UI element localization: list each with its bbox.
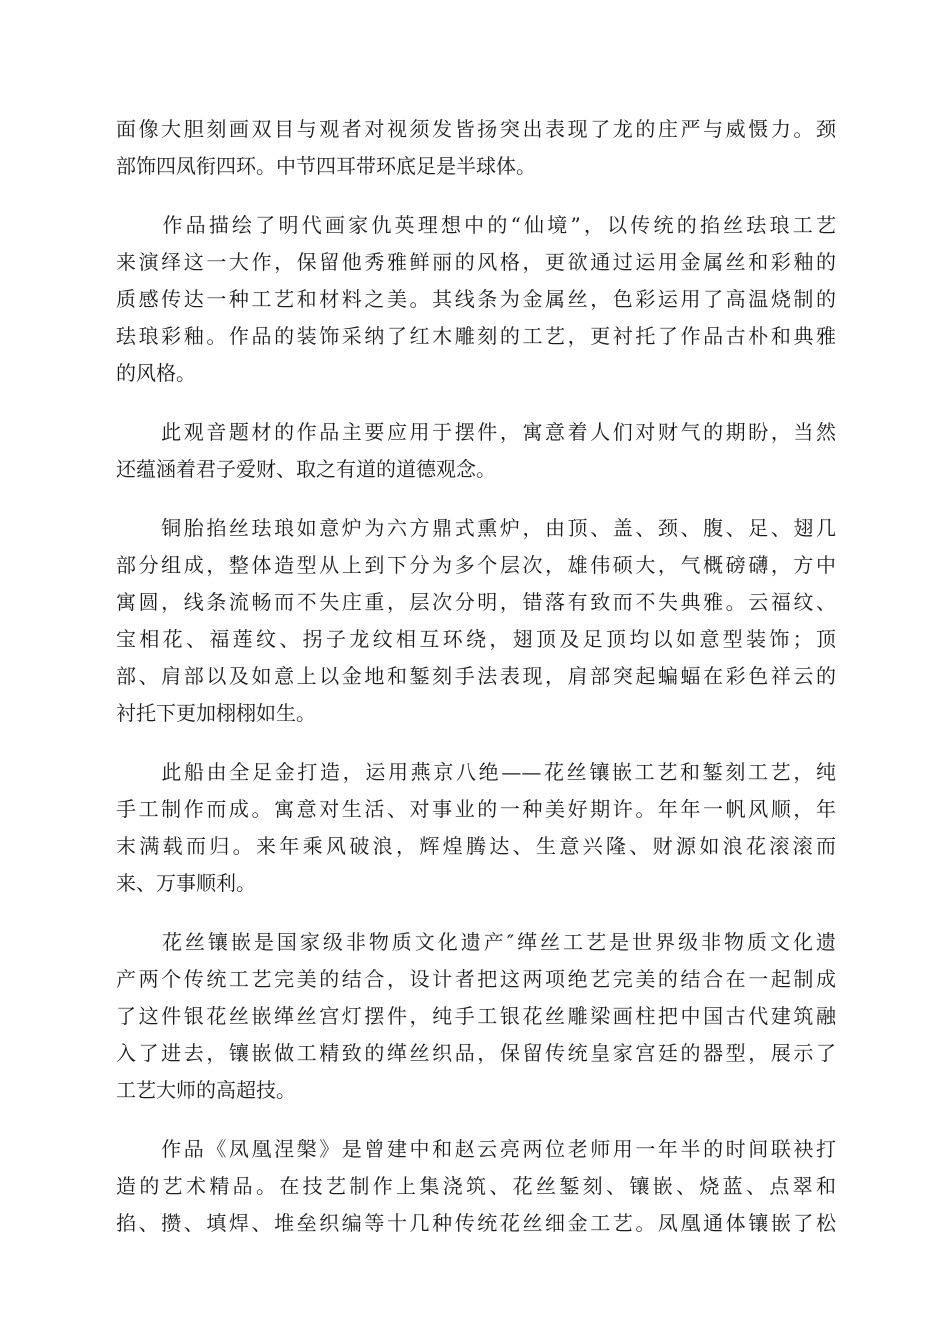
- text-line: 部分组成，整体造型从上到下分为多个层次，雄伟硕大，气概磅礴，方中: [116, 553, 836, 577]
- text-line: 来演绎这一大作，保留他秀雅鲜丽的风格，更欲通过运用金属丝和彩釉的: [116, 250, 836, 274]
- paragraph-1: [116, 111, 836, 185]
- text-line: 末满载而归。来年乘风破浪，辉煌腾达、生意兴隆、财源如浪花滚滚而: [116, 834, 836, 858]
- text-line: 产两个传统工艺完美的结合，设计者把这两项绝艺完美的结合在一起制成: [116, 967, 836, 991]
- document-body: [116, 111, 836, 1264]
- text-line: 花丝镶嵌是国家级非物质文化遗产″缂丝工艺是世界级非物质文化遗: [116, 930, 836, 954]
- text-line: 作品《凤凰涅槃》是曾建中和赵云亮两位老师用一年半的时间联袂打: [116, 1137, 836, 1161]
- text-line: 的风格。: [116, 361, 196, 385]
- text-line: 面像大胆刻画双目与观者对视须发皆扬突出表现了龙的庄严与威慑力。颈: [116, 117, 836, 141]
- paragraph-4: [116, 510, 836, 732]
- text-line: 工艺大师的高超技。: [116, 1078, 296, 1102]
- text-line: 铜胎掐丝珐琅如意炉为六方鼎式熏炉，由顶、盖、颈、腹、足、翅几: [116, 516, 836, 540]
- text-line: 了这件银花丝嵌缂丝宫灯摆件，纯手工银花丝雕梁画柱把中国古代建筑融: [116, 1004, 836, 1028]
- paragraph-3: [116, 414, 836, 488]
- text-line: 掐、攒、填焊、堆垒织编等十几种传统花丝细金工艺。凤凰通体镶嵌了松: [116, 1211, 836, 1235]
- text-line: 还蕴涵着君子爱财、取之有道的道德观念。: [116, 457, 496, 481]
- text-line: 部饰四凤衔四环。中节四耳带环底足是半球体。: [116, 154, 536, 178]
- text-line: 此观音题材的作品主要应用于摆件，寓意着人们对财气的期盼，当然: [116, 420, 836, 444]
- text-line: 来、万事顺利。: [116, 871, 256, 895]
- text-line: 此船由全足金打造，运用燕京八绝——花丝镶嵌工艺和錾刻工艺，纯: [116, 760, 836, 784]
- text-line: 寓圆，线条流畅而不失庄重，层次分明，错落有致而不失典雅。云福纹、: [116, 590, 836, 614]
- text-line: 入了进去，镶嵌做工精致的缂丝织品，保留传统皇家宫廷的器型，展示了: [116, 1041, 836, 1065]
- text-line: 宝相花、福莲纹、拐子龙纹相互环绕，翅顶及足顶均以如意型装饰；顶: [116, 627, 836, 651]
- text-line: 作品描绘了明代画家仇英理想中的“仙境”，以传统的掐丝珐琅工艺: [116, 213, 836, 237]
- text-line: 部、肩部以及如意上以金地和錾刻手法表现，肩部突起蝙蝠在彩色祥云的: [116, 664, 836, 688]
- paragraph-7: [116, 1131, 836, 1242]
- paragraph-6: [116, 924, 836, 1109]
- text-line: 衬托下更加栩栩如生。: [116, 701, 316, 725]
- paragraph-5: [116, 754, 836, 902]
- text-line: 手工制作而成。寓意对生活、对事业的一种美好期许。年年一帆风顺，年: [116, 797, 836, 821]
- text-line: 造的艺术精品。在技艺制作上集浇筑、花丝錾刻、镶嵌、烧蓝、点翠和: [116, 1174, 836, 1198]
- text-line: 质感传达一种工艺和材料之美。其线条为金属丝，色彩运用了高温烧制的: [116, 287, 836, 311]
- text-line: 珐琅彩釉。作品的装饰采纳了红木雕刻的工艺，更衬托了作品古朴和典雅: [116, 324, 836, 348]
- paragraph-2: [116, 207, 836, 392]
